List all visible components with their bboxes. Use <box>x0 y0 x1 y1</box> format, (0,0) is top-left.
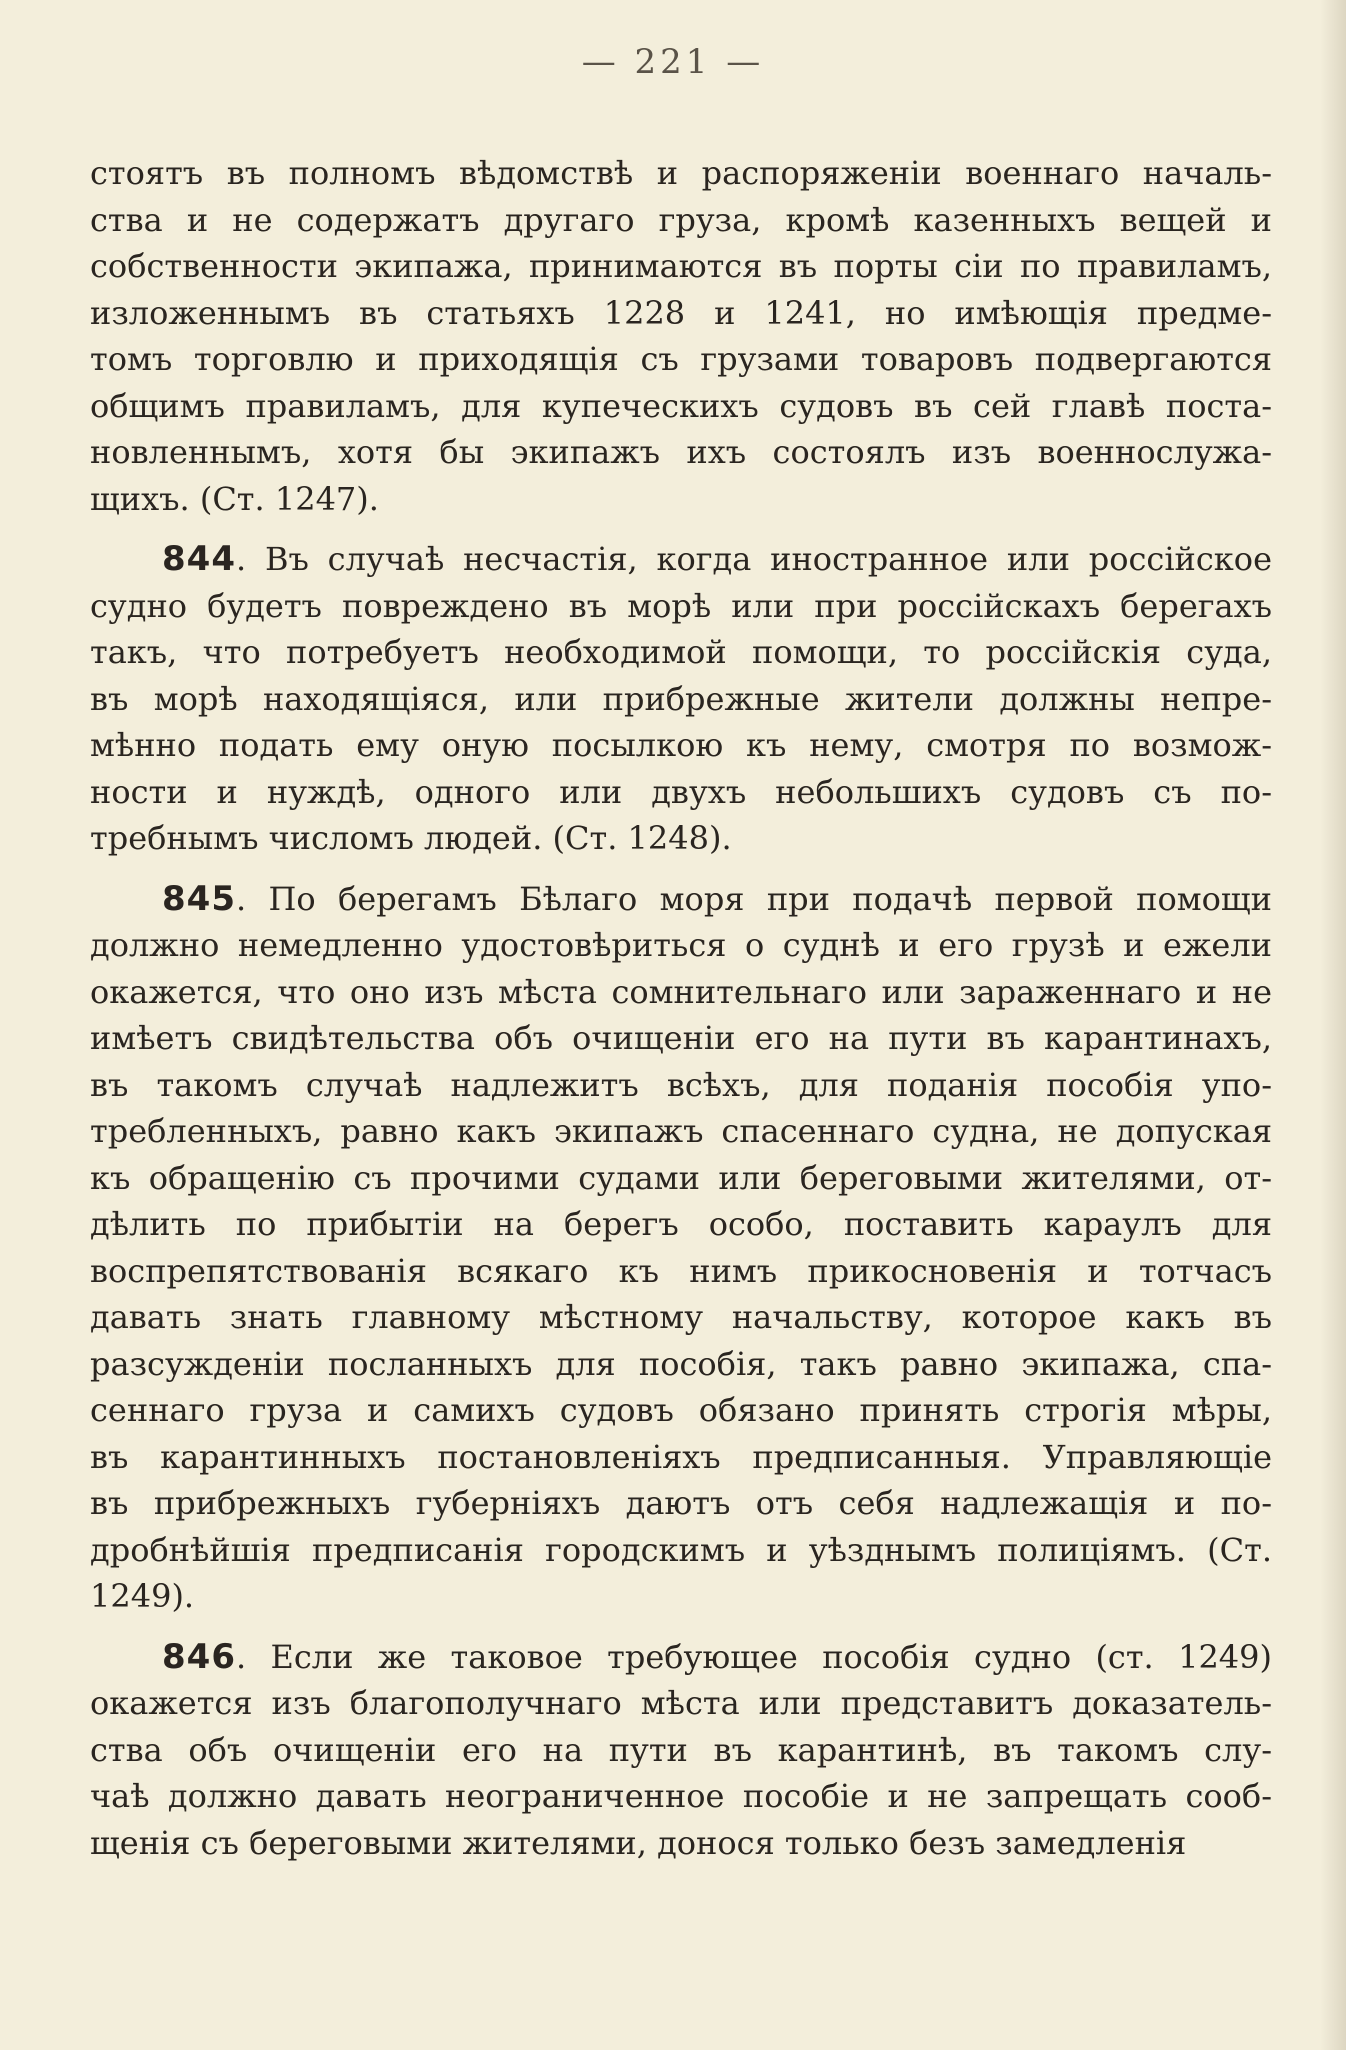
page-edge-shadow <box>1320 0 1346 2050</box>
article-846 <box>90 1634 1272 1867</box>
text-line: чаѣ должно давать неограниченное пособіе и не запрещать сооб- <box>90 1777 1272 1815</box>
text-line: дѣлить по прибытіи на берегъ особо, поставить караулъ для <box>90 1205 1272 1243</box>
text-line: требленныхъ, равно какъ экипажъ спасеннаго судна, не допуская <box>90 1112 1272 1150</box>
text-line: изложеннымъ въ статьяхъ 1228 и 1241, но имѣющія предме- <box>90 293 1272 332</box>
text-line: въ прибрежныхъ губерніяхъ даютъ отъ себя надлежащія и по- <box>90 1484 1272 1522</box>
text-line: окажется изъ благополучнаго мѣста или представитъ доказатель- <box>90 1684 1272 1722</box>
article-number: 845 <box>162 878 236 919</box>
text-line <box>90 1634 1272 1681</box>
text-line: воспрепятствованія всякаго къ нимъ прикосновенія и тотчасъ <box>90 1251 1272 1290</box>
text-line: въ морѣ находящіяся, или прибрежные жители должны непре- <box>90 679 1272 718</box>
text-line: должно немедленно удостовѣриться о суднѣ и его грузѣ и ежели <box>90 926 1272 964</box>
text-line: новленнымъ, хотя бы экипажъ ихъ состоялъ изъ военнослужа- <box>90 433 1272 471</box>
article-number: 846 <box>162 1636 236 1677</box>
line-text: . Въ случаѣ несчастія, когда иностранное или россійское <box>235 540 1272 578</box>
text-line: томъ торговлю и приходящія съ грузами товаровъ подвергаются <box>90 340 1272 378</box>
text-line: 1249). <box>90 1577 195 1615</box>
text-line: давать знать главному мѣстному начальству, которое какъ въ <box>90 1298 1272 1336</box>
text-line: окажется, что оно изъ мѣста сомнительнаго или зараженнаго и не <box>90 972 1272 1011</box>
text-body <box>90 150 1272 1880</box>
text-line: общимъ правиламъ, для купеческихъ судовъ въ сей главѣ поста- <box>90 386 1272 425</box>
text-line: разсужденіи посланныхъ для пособія, такъ равно экипажа, спа- <box>90 1344 1272 1383</box>
text-line <box>90 536 1272 583</box>
text-line: ности и нуждѣ, одного или двухъ небольшихъ судовъ съ по- <box>90 772 1272 811</box>
text-line <box>90 876 1272 923</box>
line-text: . По берегамъ Бѣлаго моря при подачѣ первой помощи <box>235 879 1272 918</box>
text-line: стоятъ въ полномъ вѣдомствѣ и распоряженіи военнаго началь- <box>90 154 1272 192</box>
text-line: мѣнно подать ему оную посылкою къ нему, смотря по возмож- <box>90 726 1272 764</box>
paragraph-continuation <box>90 150 1272 522</box>
text-line: собственности экипажа, принимаются въ порты сіи по правиламъ, <box>90 247 1272 285</box>
line-text: . Если же таковое требующее пособія судно (ст. 1249) <box>235 1637 1272 1676</box>
text-line: сеннаго груза и самихъ судовъ обязано принять строгія мѣры, <box>90 1391 1272 1429</box>
text-line: въ такомъ случаѣ надлежитъ всѣхъ, для поданія пособія упо- <box>90 1065 1272 1104</box>
text-line: дробнѣйшія предписанія городскимъ и уѣзднымъ полиціямъ. (Ст. <box>90 1530 1272 1569</box>
article-number: 844 <box>162 539 236 579</box>
text-line: такъ, что потребуетъ необходимой помощи, то россійскія суда, <box>90 633 1272 671</box>
article-844 <box>90 536 1272 862</box>
text-line: въ карантинныхъ постановленіяхъ предписанныя. Управляющіе <box>90 1437 1272 1476</box>
text-line: къ обращенію съ прочими судами или береговыми жителями, от- <box>90 1158 1272 1197</box>
text-line: имѣетъ свидѣтельства объ очищеніи его на пути въ карантинахъ, <box>90 1019 1272 1057</box>
text-line: щенія съ береговыми жителями, донося только безъ замедленія <box>90 1823 1187 1862</box>
text-line: требнымъ числомъ людей. (Ст. 1248). <box>90 819 732 857</box>
text-line: судно будетъ повреждено въ морѣ или при россійскахъ берегахъ <box>90 586 1272 625</box>
text-line: ства и не содержатъ другаго груза, кромѣ казенныхъ вещей и <box>90 200 1272 239</box>
page-number: — 221 — <box>581 42 765 82</box>
article-845 <box>90 876 1272 1620</box>
text-line: ства объ очищеніи его на пути въ карантинѣ, въ такомъ слу- <box>90 1730 1272 1769</box>
text-line: щихъ. (Ст. 1247). <box>90 479 379 518</box>
